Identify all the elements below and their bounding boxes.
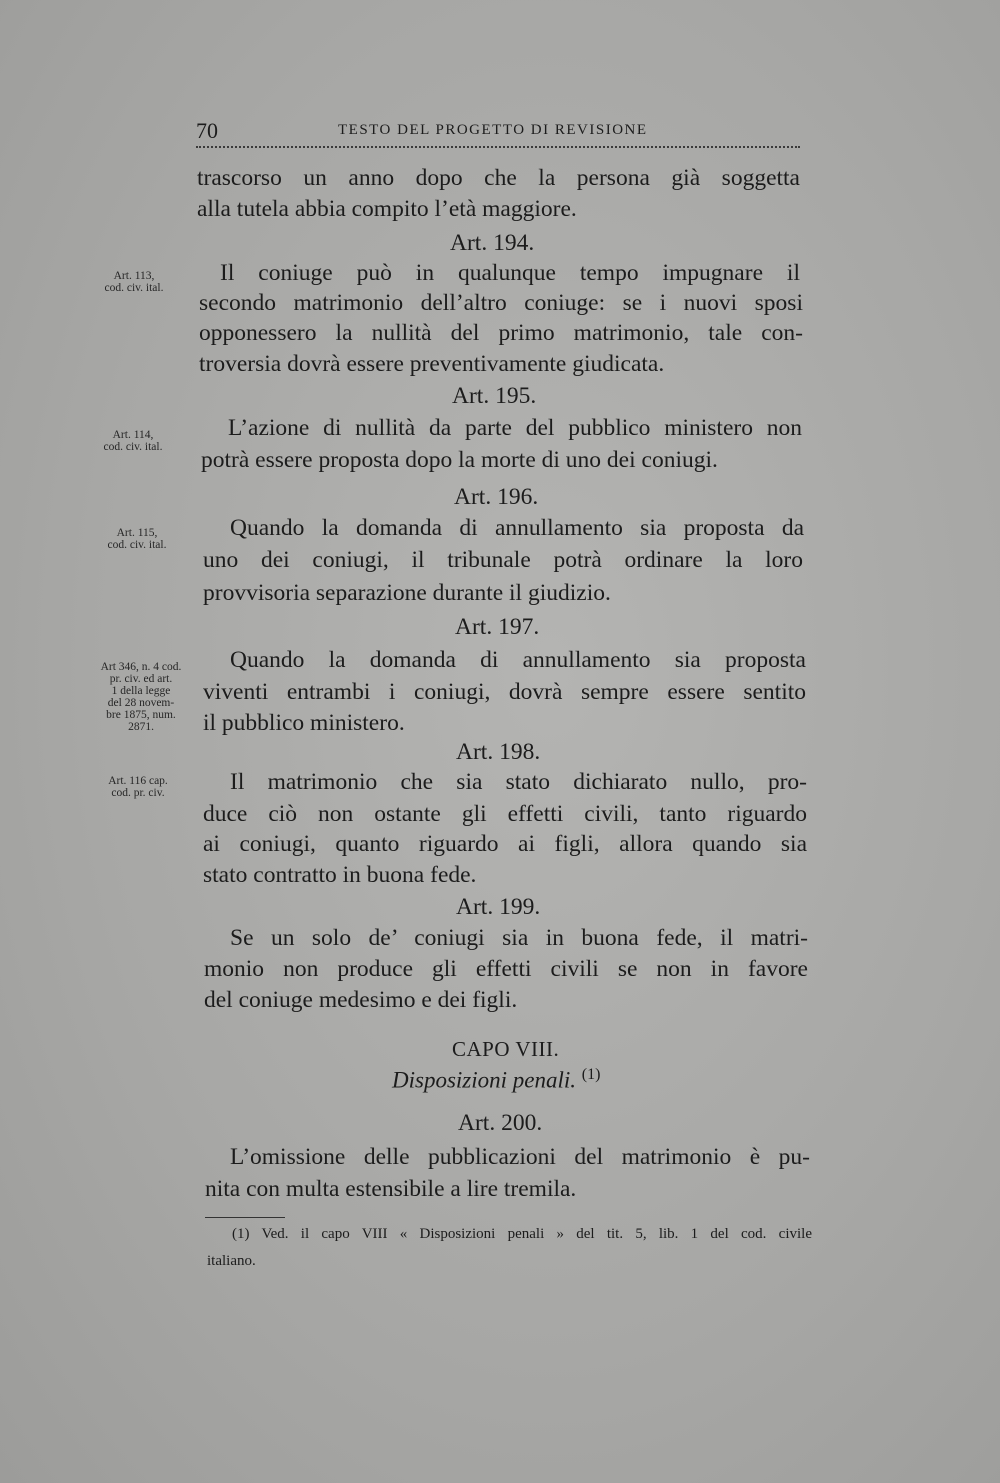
body-line: del coniuge medesimo e dei figli. (204, 987, 518, 1013)
body-line: Il coniuge può in qualunque tempo impugnare il (220, 260, 800, 286)
body-line: uno dei coniugi, il tribunale potrà ordinare la loro (203, 547, 803, 573)
body-line: troversia dovrà essere preventivamente giudicata. (199, 351, 665, 377)
running-header (196, 118, 798, 148)
body-line: Quando la domanda di annullamento sia proposta da (230, 515, 804, 541)
article-heading: Art. 197. (455, 614, 540, 640)
body-line: viventi entrambi i coniugi, dovrà sempre essere sentito (203, 679, 806, 705)
footnote-line: (1) Ved. il capo VIII « Disposizioni penali » del tit. 5, lib. 1 del cod. civile (232, 1226, 812, 1242)
chapter-heading: CAPO VIII. (452, 1037, 560, 1061)
running-title: TESTO DEL PROGETTO DI REVISIONE (338, 122, 648, 138)
body-line: secondo matrimonio dell’altro coniuge: se i nuovi sposi (199, 290, 803, 316)
body-line: L’omissione delle pubblicazioni del matrimonio è pu- (230, 1144, 810, 1170)
footnote-line: italiano. (207, 1253, 256, 1269)
article-heading: Art. 196. (454, 484, 539, 510)
body-line: trascorso un anno dopo che la persona già soggetta (197, 165, 800, 191)
body-line: Quando la domanda di annullamento sia proposta (230, 647, 806, 673)
body-line: alla tutela abbia compito l’età maggiore. (197, 196, 577, 222)
body-line: Il matrimonio che sia stato dichiarato nullo, pro- (230, 769, 807, 795)
margin-note: Art. 114, cod. civ. ital. (103, 429, 163, 453)
body-line: potrà essere proposta dopo la morte di uno dei coniugi. (201, 447, 718, 473)
body-line: L’azione di nullità da parte del pubblico ministero non (228, 415, 802, 441)
body-line: duce ciò non ostante gli effetti civili, tanto riguardo (203, 801, 807, 827)
margin-note: Art. 115, cod. civ. ital. (107, 527, 167, 551)
footnote-marker: (1) (581, 1066, 601, 1083)
footnote-rule (205, 1217, 285, 1218)
body-line: ai coniugi, quanto riguardo ai figli, allora quando sia (203, 831, 807, 857)
body-line: provvisoria separazione durante il giudizio. (203, 580, 611, 606)
header-rule (196, 146, 800, 148)
margin-note: Art 346, n. 4 cod. pr. civ. ed art. 1 della legge del 28 novem- bre 1875, num. 2871. (100, 661, 182, 733)
body-line: il pubblico ministero. (203, 710, 405, 736)
article-heading: Art. 199. (456, 894, 541, 920)
body-line: monio non produce gli effetti civili se non in favore (204, 956, 808, 982)
body-line: stato contratto in buona fede. (203, 862, 477, 888)
margin-note: Art. 116 cap. cod. pr. civ. (108, 775, 168, 799)
page-number: 70 (196, 118, 218, 143)
article-heading: Art. 195. (452, 383, 537, 409)
body-line: opponessero la nullità del primo matrimonio, tale con- (199, 320, 803, 346)
chapter-subtitle: Disposizioni penali. $^{(1)}$ (392, 1066, 601, 1093)
body-line: Se un solo de’ coniugi sia in buona fede, il matri- (230, 925, 808, 951)
article-heading: Art. 200. (458, 1110, 543, 1136)
margin-note: Art. 113, cod. civ. ital. (104, 270, 164, 294)
article-heading: Art. 194. (450, 230, 535, 256)
article-heading: Art. 198. (456, 739, 541, 765)
body-line: nita con multa estensibile a lire tremila. (205, 1176, 577, 1202)
